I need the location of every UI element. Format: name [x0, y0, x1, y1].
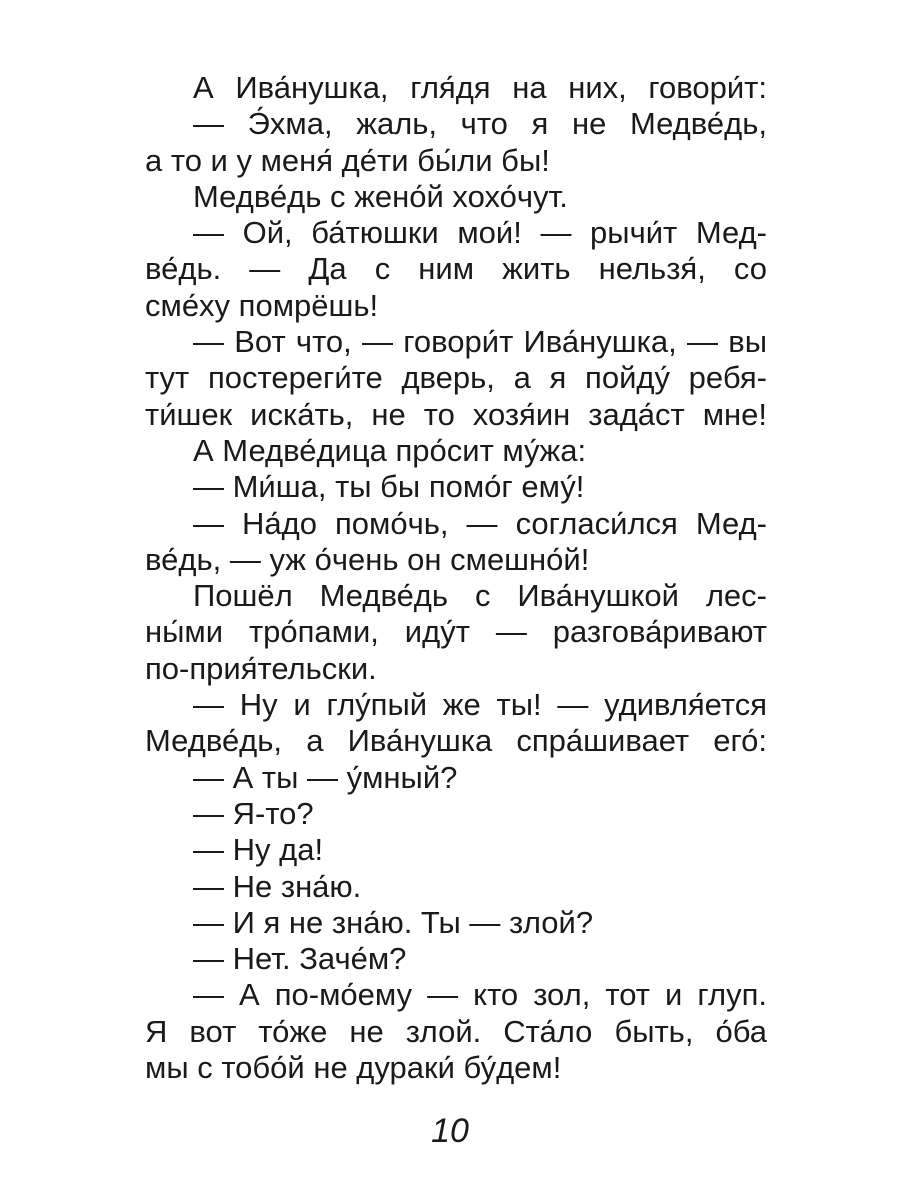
text-line: — И я не зна́ю. Ты — злой?: [193, 904, 594, 940]
text-line: А Медве́дица про́сит му́жа:: [193, 432, 587, 468]
text-line: тут постереги́те дверь, а я пойду́ ребя-: [145, 360, 767, 396]
text-line: — Не зна́ю.: [193, 868, 362, 904]
text-line: — На́до помо́чь, — согласи́лся Мед-: [193, 505, 767, 541]
text-line: а то и у меня́ де́ти бы́ли бы!: [145, 142, 550, 178]
text-line: Пошёл Медве́дь с Ива́нушкой лес-: [193, 578, 767, 614]
page-number: 10: [431, 1112, 469, 1150]
text-line: — Нет. Заче́м?: [193, 941, 407, 977]
text-line: — А по-мо́ему — кто зол, тот и глуп.: [193, 977, 767, 1013]
story-text: [145, 70, 767, 1086]
text-line: — А ты — у́мный?: [193, 759, 458, 795]
text-line: сме́ху помрёшь!: [145, 287, 379, 323]
text-line: — Э́хма, жаль, что я не Медве́дь,: [193, 106, 767, 142]
text-line: Медве́дь с жено́й хохо́чут.: [193, 178, 568, 214]
text-line: — Ну да!: [193, 832, 324, 868]
text-line: ве́дь, — уж о́чень он смешно́й!: [145, 541, 590, 577]
text-line: — Вот что, — говори́т Ива́нушка, — вы: [193, 324, 767, 360]
text-line: — Я-то?: [193, 795, 314, 831]
text-line: А Ива́нушка, гля́дя на них, говори́т:: [193, 70, 767, 105]
text-line: Я вот то́же не злой. Ста́ло быть, о́ба: [145, 1013, 767, 1049]
text-line: по-прия́тельски.: [145, 650, 377, 686]
text-line: — Ми́ша, ты бы помо́г ему́!: [193, 469, 585, 505]
text-line: мы с тобо́й не дураки́ бу́дем!: [145, 1050, 562, 1086]
text-line: Медве́дь, а Ива́нушка спра́шивает его́:: [145, 723, 767, 759]
text-line: — Ну и глу́пый же ты! — удивля́ется: [193, 687, 767, 723]
text-line: ны́ми тро́пами, иду́т — разгова́ривают: [145, 614, 767, 650]
text-line: ве́дь. — Да с ним жить нельзя́, со: [145, 251, 767, 287]
text-line: — Ой, ба́тюшки мои́! — рычи́т Мед-: [193, 215, 767, 251]
text-line: ти́шек иска́ть, не то хозя́ин зада́ст мне!: [145, 396, 767, 432]
